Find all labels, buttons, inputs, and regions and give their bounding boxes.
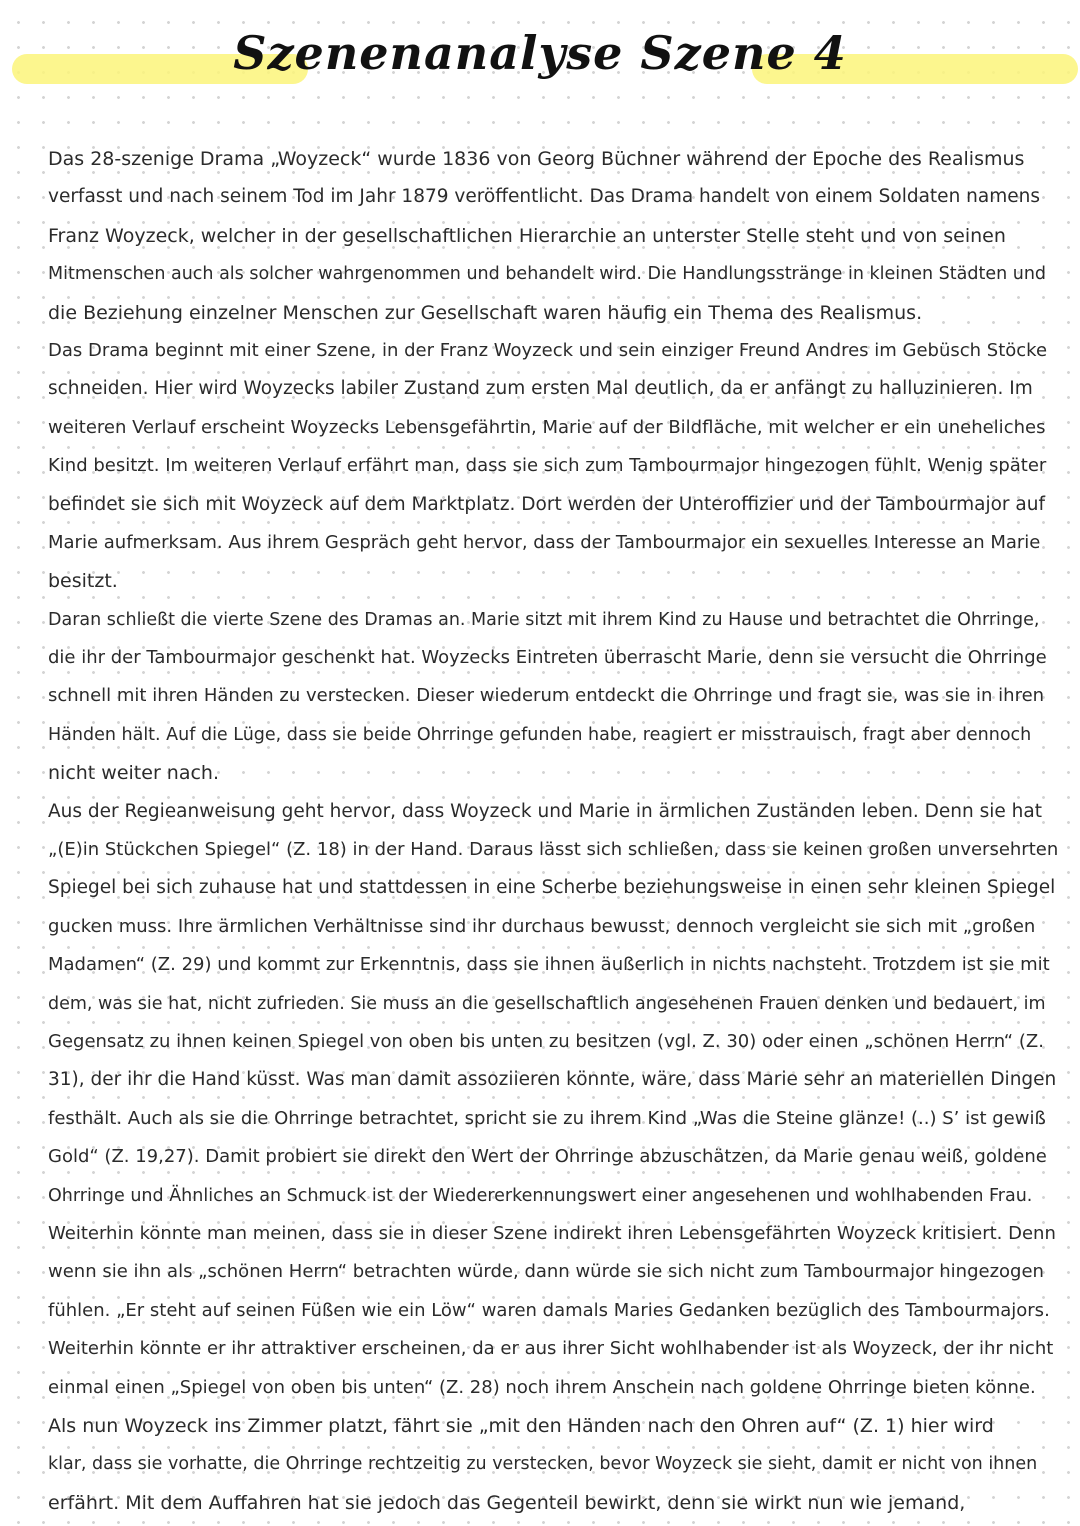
text-line: „(E)in Stückchen Spiegel“ (Z. 18) in der Hand. Daraus lässt sich schließen, dass sie keinen großen unversehrten [48,839,1059,861]
text-line: Kind besitzt. Im weiteren Verlauf erfährt man, dass sie sich zum Tambourmajor hingezogen fühlt. Wenig später [48,455,1047,477]
text-line: die Beziehung einzelner Menschen zur Gesellschaft waren häufig ein Thema des Realismus. [48,301,923,324]
text-line: Als nun Woyzeck ins Zimmer platzt, fährt sie „mit den Händen nach den Ohren auf“ (Z. 1) hier wird [48,1414,994,1437]
text-line: fühlen. „Er steht auf seinen Füßen wie ein Löw“ waren damals Maries Gedanken bezüglich des Tambourmajors. [48,1299,1050,1321]
text-line: Aus der Regieanweisung geht hervor, dass Woyzeck und Marie in ärmlichen Zuständen leben. Denn sie hat [48,800,1042,822]
text-line: 31), der ihr die Hand küsst. Was man damit assoziieren könnte, wäre, dass Marie sehr an materiellen Dingen [48,1069,1057,1091]
text-line: Spiegel bei sich zuhause hat und stattdessen in eine Scherbe beziehungsweise in einen sehr kleinen Spiegel [48,877,1056,899]
text-line: Das Drama beginnt mit einer Szene, in der Franz Woyzeck und sein einziger Freund Andres im Gebüsch Stöcke [48,339,1048,361]
text-line: Daran schließt die vierte Szene des Dramas an. Marie sitzt mit ihrem Kind zu Hause und betrachtet die Ohrringe, [48,609,1040,630]
page-header [0,0,1080,110]
essay-body [48,140,1058,1522]
text-line: verfasst und nach seinem Tod im Jahr 1879 veröffentlicht. Das Drama handelt von einem Soldaten namens [48,186,1040,208]
text-line: Franz Woyzeck, welcher in der gesellschaftlichen Hierarchie an unterster Stelle steht und von seinen [48,224,1006,247]
text-line: schnell mit ihren Händen zu verstecken. Dieser wiederum entdeckt die Ohrringe und fragt sie, was sie in ihren [48,685,1045,707]
text-line: befindet sie sich mit Woyzeck auf dem Marktplatz. Dort werden der Unteroffizier und der Tambourmajor auf [48,493,1045,515]
text-line: die ihr der Tambourmajor geschenkt hat. Woyzecks Eintreten überrascht Marie, denn sie versucht die Ohrringe [48,647,1047,669]
text-line: erfährt. Mit dem Auffahren hat sie jedoch das Gegenteil bewirkt, denn sie wirkt nun wie jemand, [48,1491,966,1514]
text-line: Weiterhin könnte er ihr attraktiver erscheinen, da er aus ihrer Sicht wohlhabender ist als Woyzeck, der ihr nicht [48,1338,1054,1360]
text-line: Händen hält. Auf die Lüge, dass sie beide Ohrringe gefunden habe, reagiert er misstrauisch, fragt aber dennoch [48,724,1032,745]
page-title: Szenenanalyse Szene 4 [233,26,847,80]
text-line: dem, was sie hat, nicht zufrieden. Sie muss an die gesellschaftlich angesehenen Frauen denken und bedauert, im [48,993,1046,1014]
text-line: wenn sie ihn als „schönen Herrn“ betrachten würde, dann würde sie sich nicht zum Tambourmajor hingezogen [48,1261,1044,1283]
text-line: Madamen“ (Z. 29) und kommt zur Erkenntnis, dass sie ihnen äußerlich in nichts nachsteht. Trotzdem ist sie mit [48,954,1050,976]
text-line: besitzt. [48,570,118,593]
text-line: einmal einen „Spiegel von oben bis unten“ (Z. 28) noch ihrem Anschein nach goldene Ohrringe bieten könne. [48,1376,1036,1398]
text-line: festhält. Auch als sie die Ohrringe betrachtet, spricht sie zu ihrem Kind „Was die Steine glänze! (..) S’ ist gewiß [48,1107,1046,1129]
text-line: gucken muss. Ihre ärmlichen Verhältnisse sind ihr durchaus bewusst, dennoch vergleicht sie sich mit „großen [48,915,1036,937]
text-line: Weiterhin könnte man meinen, dass sie in dieser Szene indirekt ihren Lebensgefährten Woyzeck kritisiert. Denn [48,1222,1056,1244]
text-line: klar, dass sie vorhatte, die Ohrringe rechtzeitig zu verstecken, bevor Woyzeck sie sieht, damit er nicht von ihnen [48,1454,1038,1475]
text-line: nicht weiter nach. [48,762,220,785]
text-line: Mitmenschen auch als solcher wahrgenommen und behandelt wird. Die Handlungsstränge in kleinen Städten und [48,264,1047,285]
text-line: Gold“ (Z. 19,27). Damit probiert sie direkt den Wert der Ohrringe abzuschätzen, da Marie genau weiß, goldene [48,1146,1047,1168]
text-line: Marie aufmerksam. Aus ihrem Gespräch geht hervor, dass der Tambourmajor ein sexuelles Interesse an Marie [48,531,1041,553]
text-line: schneiden. Hier wird Woyzecks labiler Zustand zum ersten Mal deutlich, da er anfängt zu halluzinieren. Im [48,378,1033,400]
text-line: weiteren Verlauf erscheint Woyzecks Lebensgefährtin, Marie auf der Bildfläche, mit welcher er ein uneheliches [48,416,1046,438]
text-line: Das 28-szenige Drama „Woyzeck“ wurde 1836 von Georg Büchner während der Epoche des Realismus [48,148,1025,170]
text-line: Gegensatz zu ihnen keinen Spiegel von oben bis unten zu besitzen (vgl. Z. 30) oder einen „schönen Herrn“ (Z. [48,1030,1044,1052]
text-line: Ohrringe und Ähnliches an Schmuck ist der Wiedererkennungswert einer angesehenen und wohlhabenden Frau. [48,1185,1033,1206]
